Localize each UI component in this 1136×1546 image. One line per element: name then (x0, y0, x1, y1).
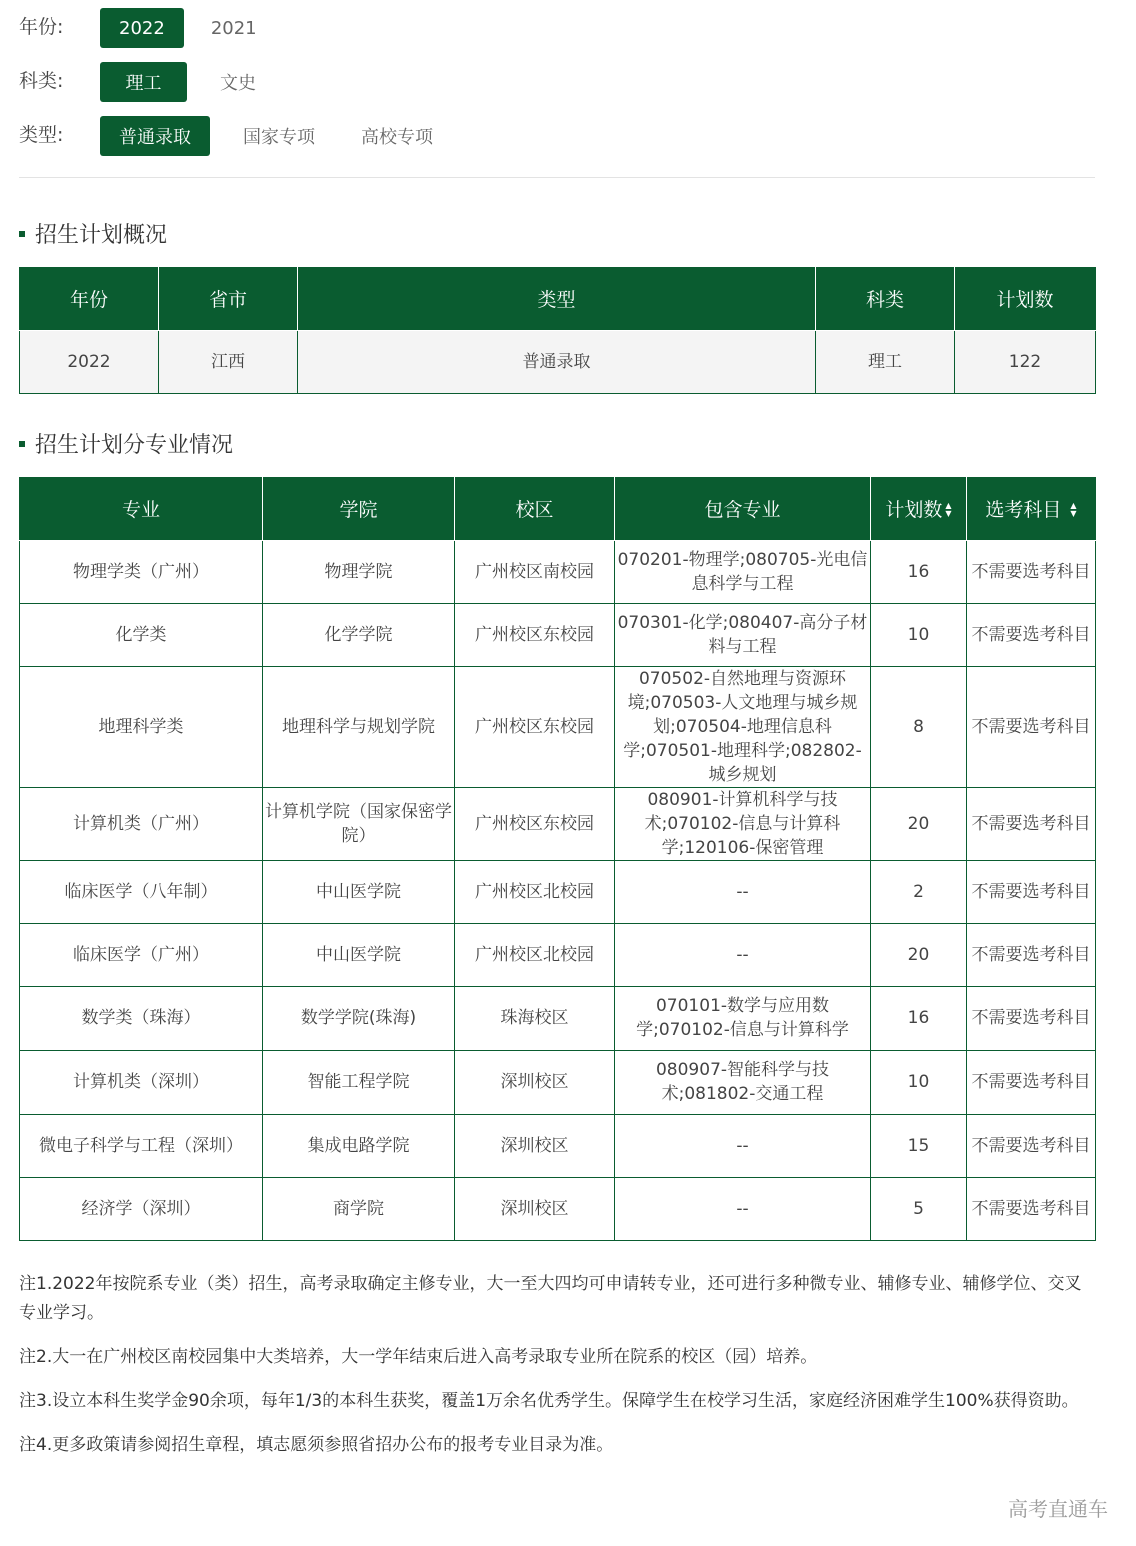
overview-row (20, 330, 1096, 393)
cell-college: 中山医学院 (263, 860, 455, 923)
cell-campus: 深圳校区 (455, 1114, 615, 1177)
cell-included-majors: -- (615, 860, 871, 923)
section-title-majors (19, 428, 233, 459)
cell-college: 中山医学院 (263, 923, 455, 986)
cell-subject-requirement: 不需要选考科目 (967, 1114, 1096, 1177)
cell-subject-requirement: 不需要选考科目 (967, 666, 1096, 787)
notes (19, 1270, 1095, 1475)
cell-subject-requirement: 不需要选考科目 (967, 860, 1096, 923)
section-bullet-icon (19, 231, 25, 237)
majors-header-campus: 校区 (455, 477, 615, 540)
overview-table (19, 267, 1096, 394)
note-4: 注4.更多政策请参阅招生章程，填志愿须参照省招办公布的报考专业目录为准。 (19, 1435, 614, 1455)
cell-major-name: 物理学类（广州） (20, 540, 263, 603)
cell-plan-count: 20 (871, 787, 967, 860)
overview-header-row (20, 267, 1096, 330)
cell-plan-count: 5 (871, 1177, 967, 1240)
cell-campus: 广州校区东校园 (455, 787, 615, 860)
cell-major-name: 数学类（珠海） (20, 986, 263, 1050)
cell-subject-requirement: 不需要选考科目 (967, 603, 1096, 666)
overview-header-year: 年份 (20, 267, 159, 330)
cell-plan-count: 2 (871, 860, 967, 923)
cell-subject-requirement: 不需要选考科目 (967, 1177, 1096, 1240)
cell-campus: 深圳校区 (455, 1050, 615, 1114)
majors-header-college: 学院 (263, 477, 455, 540)
cell-college: 智能工程学院 (263, 1050, 455, 1114)
cell-campus: 深圳校区 (455, 1177, 615, 1240)
cell-included-majors: -- (615, 923, 871, 986)
overview-cell-type: 普通录取 (298, 330, 816, 393)
overview-header-province: 省市 (159, 267, 298, 330)
majors-header-row (20, 477, 1096, 540)
cell-plan-count: 10 (871, 1050, 967, 1114)
cell-included-majors: 070201-物理学;080705-光电信息科学与工程 (615, 540, 871, 603)
cell-campus: 广州校区北校园 (455, 923, 615, 986)
cell-major-name: 计算机类（广州） (20, 787, 263, 860)
cell-included-majors: -- (615, 1114, 871, 1177)
cell-subject-requirement: 不需要选考科目 (967, 923, 1096, 986)
filter-row-type (19, 116, 1095, 156)
cell-subject-requirement: 不需要选考科目 (967, 540, 1096, 603)
filter-option-national[interactable]: 国家专项 (243, 127, 315, 148)
cell-plan-count: 10 (871, 603, 967, 666)
note-3: 注3.设立本科生奖学金90余项，每年1/3的本科生获奖，覆盖1万余名优秀学生。保障学生在校学习生活，家庭经济困难学生100%获得资助。 (19, 1391, 1079, 1411)
cell-included-majors: 080907-智能科学与技术;081802-交通工程 (615, 1050, 871, 1114)
cell-major-name: 地理科学类 (20, 666, 263, 787)
majors-header-major: 专业 (20, 477, 263, 540)
cell-plan-count: 16 (871, 540, 967, 603)
majors-header-included: 包含专业 (615, 477, 871, 540)
cell-major-name: 化学类 (20, 603, 263, 666)
cell-major-name: 临床医学（八年制） (20, 860, 263, 923)
cell-subject-requirement: 不需要选考科目 (967, 986, 1096, 1050)
note-1: 注1.2022年按院系专业（类）招生，高考录取确定主修专业，大一至大四均可申请转专业，还可进行多种微专业、辅修专业、辅修学位、交叉专业学习。 (19, 1274, 1082, 1323)
table-row (20, 986, 1096, 1050)
filter-option-regular[interactable]: 普通录取 (100, 116, 210, 156)
divider (19, 177, 1095, 178)
table-row (20, 603, 1096, 666)
cell-subject-requirement: 不需要选考科目 (967, 787, 1096, 860)
cell-plan-count: 20 (871, 923, 967, 986)
table-row (20, 540, 1096, 603)
majors-header-plan-label: 计划数 (885, 498, 943, 521)
cell-college: 物理学院 (263, 540, 455, 603)
majors-table (19, 477, 1096, 1241)
overview-cell-province: 江西 (159, 330, 298, 393)
overview-header-type: 类型 (298, 267, 816, 330)
filter-option-2022[interactable]: 2022 (100, 8, 184, 48)
filter-label-year: 年份: (19, 15, 64, 38)
filter-label-category: 科类: (19, 69, 64, 92)
table-row (20, 1050, 1096, 1114)
overview-title: 招生计划概况 (35, 223, 168, 248)
table-row (20, 860, 1096, 923)
filter-panel (19, 8, 1095, 170)
cell-plan-count: 8 (871, 666, 967, 787)
majors-table-body (20, 540, 1096, 1240)
cell-campus: 广州校区北校园 (455, 860, 615, 923)
cell-subject-requirement: 不需要选考科目 (967, 1050, 1096, 1114)
section-bullet-icon (19, 441, 25, 447)
cell-included-majors: 070502-自然地理与资源环境;070503-人文地理与城乡规划;070504-地理信息科学;070501-地理科学;082802-城乡规划 (615, 666, 871, 787)
cell-campus: 珠海校区 (455, 986, 615, 1050)
overview-header-plan: 计划数 (955, 267, 1096, 330)
table-row (20, 1177, 1096, 1240)
majors-title: 招生计划分专业情况 (35, 433, 234, 458)
cell-plan-count: 15 (871, 1114, 967, 1177)
table-row (20, 1114, 1096, 1177)
overview-cell-year: 2022 (20, 330, 159, 393)
cell-major-name: 计算机类（深圳） (20, 1050, 263, 1114)
table-row (20, 666, 1096, 787)
cell-college: 化学学院 (263, 603, 455, 666)
cell-major-name: 经济学（深圳） (20, 1177, 263, 1240)
cell-college: 计算机学院（国家保密学院） (263, 787, 455, 860)
filter-label-type: 类型: (19, 123, 64, 146)
cell-college: 集成电路学院 (263, 1114, 455, 1177)
cell-campus: 广州校区东校园 (455, 666, 615, 787)
filter-row-year (19, 8, 1095, 48)
majors-header-plan[interactable] (871, 477, 967, 540)
filter-option-arts[interactable]: 文史 (220, 73, 256, 94)
table-row (20, 923, 1096, 986)
overview-cell-category: 理工 (816, 330, 955, 393)
filter-option-science[interactable]: 理工 (100, 62, 187, 102)
cell-college: 地理科学与规划学院 (263, 666, 455, 787)
cell-included-majors: 070301-化学;080407-高分子材料与工程 (615, 603, 871, 666)
cell-college: 数学学院(珠海) (263, 986, 455, 1050)
watermark: 高考直通车 (1008, 1497, 1108, 1521)
cell-plan-count: 16 (871, 986, 967, 1050)
table-row (20, 787, 1096, 860)
majors-header-subject[interactable] (967, 477, 1096, 540)
cell-major-name: 临床医学（广州） (20, 923, 263, 986)
cell-campus: 广州校区南校园 (455, 540, 615, 603)
filter-row-category (19, 62, 1095, 102)
filter-option-university[interactable]: 高校专项 (361, 127, 433, 148)
cell-major-name: 微电子科学与工程（深圳） (20, 1114, 263, 1177)
cell-included-majors: -- (615, 1177, 871, 1240)
note-2: 注2.大一在广州校区南校园集中大类培养，大一学年结束后进入高考录取专业所在院系的校区（园）培养。 (19, 1347, 818, 1367)
sort-icon[interactable]: ▲︎ ▼︎ (1070, 501, 1077, 519)
cell-included-majors: 070101-数学与应用数学;070102-信息与计算科学 (615, 986, 871, 1050)
overview-header-category: 科类 (816, 267, 955, 330)
cell-campus: 广州校区东校园 (455, 603, 615, 666)
overview-cell-plan: 122 (955, 330, 1096, 393)
cell-college: 商学院 (263, 1177, 455, 1240)
section-title-overview (19, 218, 167, 249)
majors-header-subject-label: 选考科目 (985, 498, 1062, 521)
cell-included-majors: 080901-计算机科学与技术;070102-信息与计算科学;120106-保密管理 (615, 787, 871, 860)
sort-icon[interactable]: ▲︎ ▼︎ (945, 501, 952, 519)
filter-option-2021[interactable]: 2021 (210, 17, 257, 39)
